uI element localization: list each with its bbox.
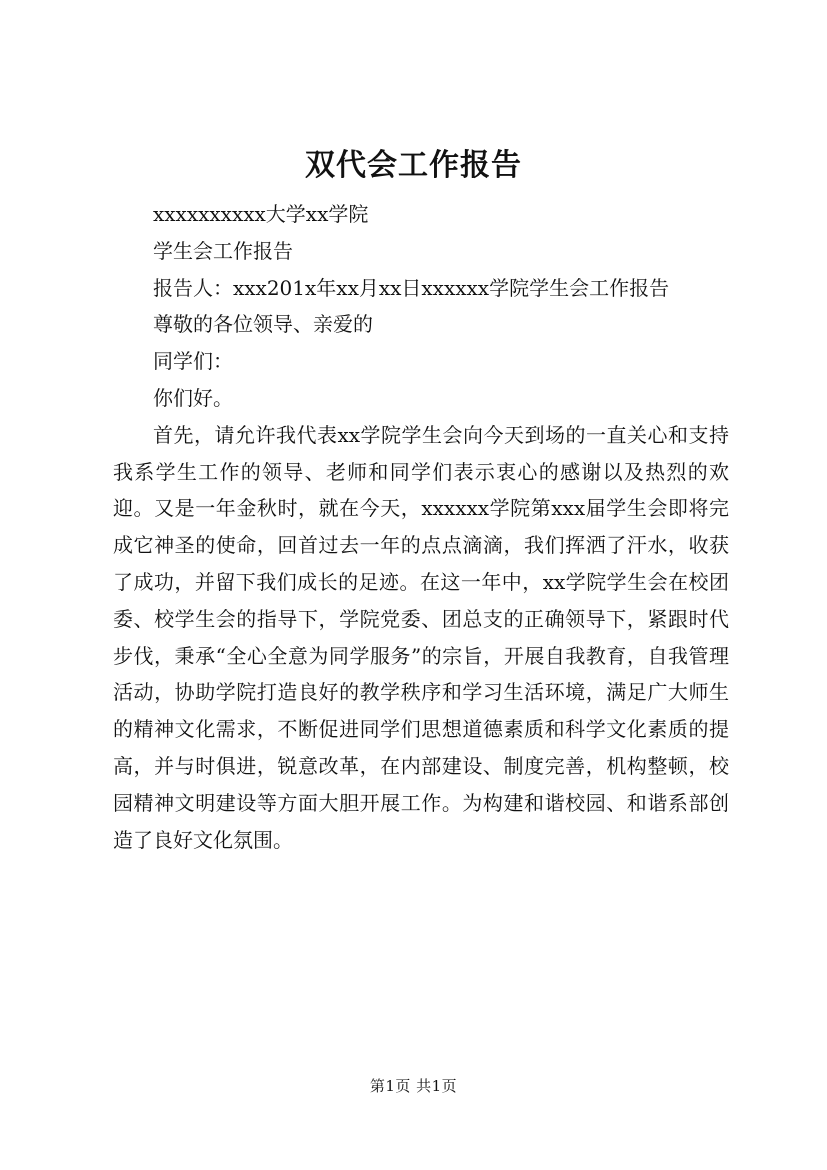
paragraph-reporter: 报告人：xxx201x年xx月xx日xxxxxx学院学生会工作报告 [153,275,670,300]
paragraph-university: xxxxxxxxxx大学xx学院 [153,202,369,226]
paragraph-main: 首先，请允许我代表xx学院学生会向今天到场的一直关心和支持我系学生工作的领导、老师和同学们表示衷心的感谢以及热烈的欢迎。又是一年金秋时，就在今天，xxxxxx学院第xxx届学生会即将完成它神圣的使命，回首过去一年的点点滴滴，我们挥洒了汗水，收获了成功，并留下我们成长的足迹。在这一年中，xx学院学生会在校团委、校学生会的指导下，学院党委、团总支的正确领导下，紧跟时代步伐，秉承“全心全意为同学服务”的宗旨，开展自我教育，自我管理活动，协助学院打造良好的教学秩序和学习生活环境，满足广大师生的精神文化需求，不断促进同学们思想道德素质和科学文化素质的提高，并与时俱进，锐意改革，在内部建设、制度完善，机构整顿，校园精神文明建设等方面大胆开展工作。为构建和谐校园、和谐系部创造了良好文化氛围。 [113,422,729,852]
paragraph-report-type: 学生会工作报告 [153,238,293,263]
document-title: 双代会工作报告 [305,148,522,183]
paragraph-greeting: 你们好。 [153,385,233,410]
paragraph-salutation: 尊敬的各位领导、亲爱的 [153,312,373,337]
document-body [113,196,729,858]
paragraph-salutation-cont: 同学们： [153,349,233,374]
page-footer: 第1页 共1页 [369,1077,458,1095]
